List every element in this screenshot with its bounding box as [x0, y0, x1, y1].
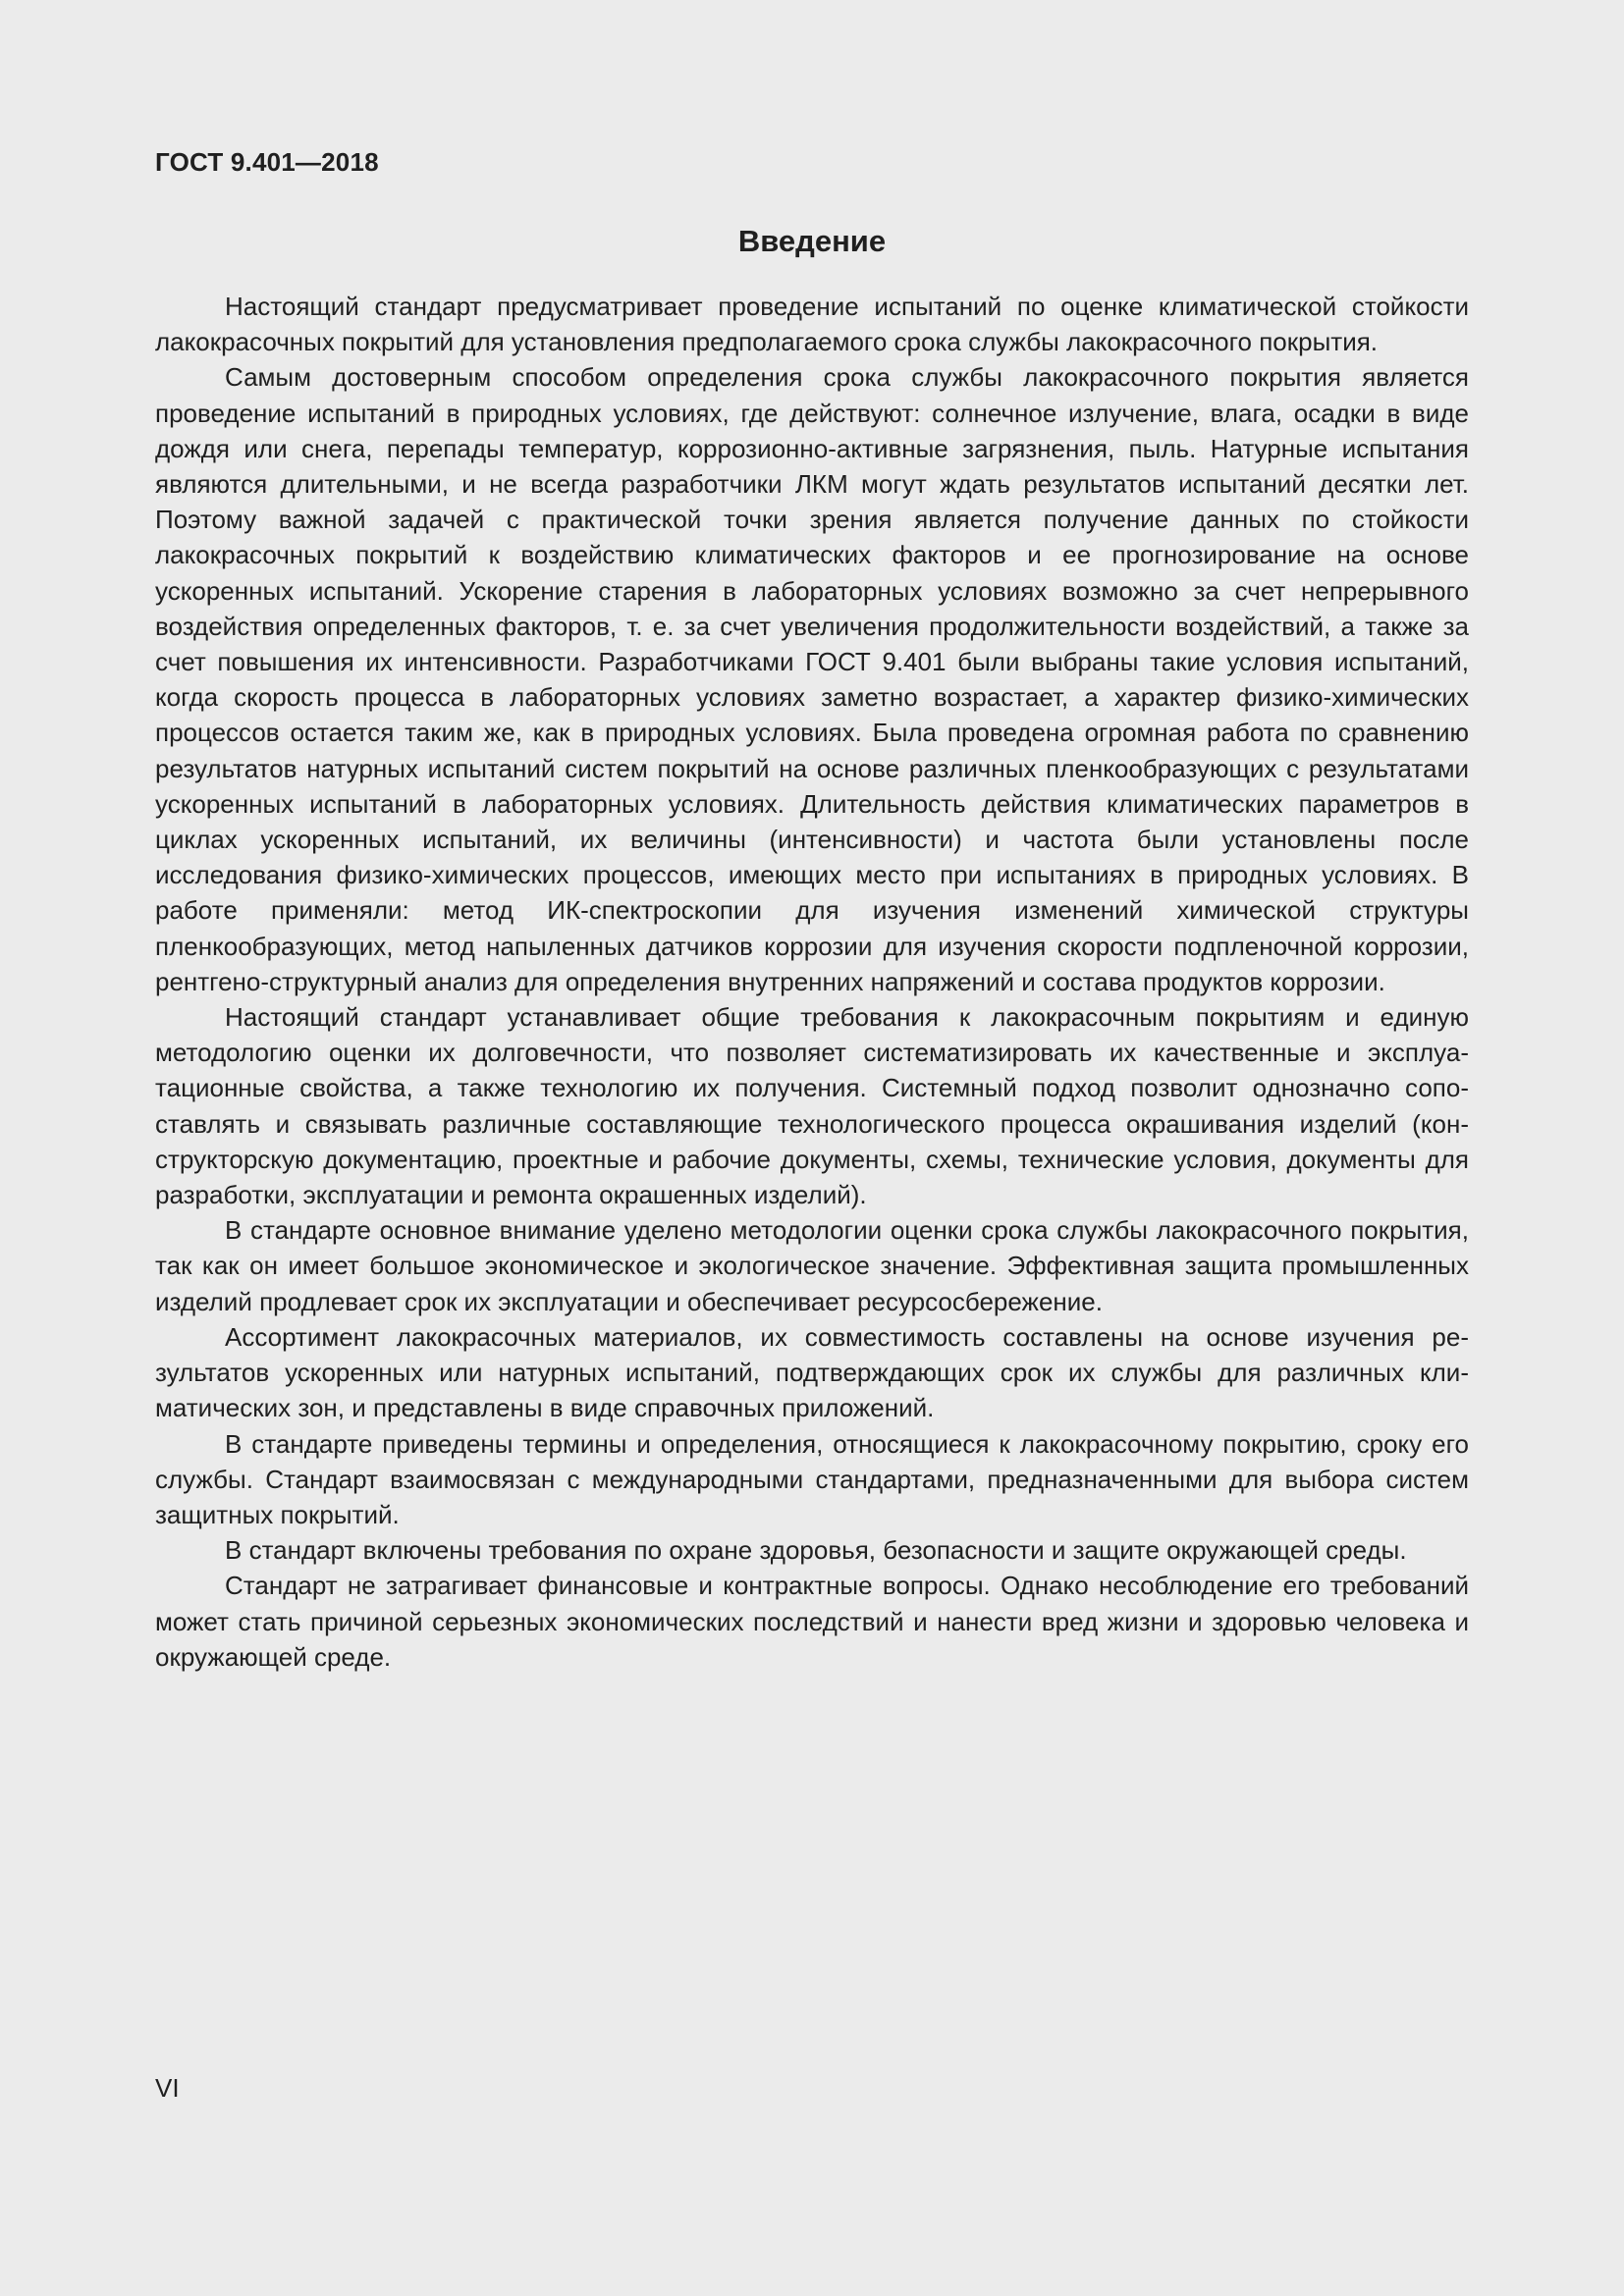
document-code: ГОСТ 9.401—2018 — [155, 147, 379, 177]
section-body — [155, 289, 1469, 1675]
paragraph: Настоящий стандарт предусматривает проведение испытаний по оценке климатической стойкости лакокрасочных покрытий для установления предполагаемого срока службы лакокрасочного покрытия. — [155, 292, 1469, 357]
page-number: VI — [155, 2073, 180, 2103]
paragraph: В стандарт включены требования по охране здоровья, безопасности и защите окружающей среды. — [225, 1535, 1407, 1566]
paragraph: В стандарте основное внимание уделено методологии оценки срока службы лакокрасочного покрытия, так как он имеет большое экономическое и экологическое значение. Эффективная защита промышленных изделий продлевает срок их эксплуатации и обеспечивает ресурсосбережение. — [155, 1215, 1469, 1316]
paragraph: Стандарт не затрагивает финансовые и контрактные вопросы. Однако несоблюдение его требований может стать причиной серьезных экономических последствий и нанести вред жизни и здоровью человека и окружающей среде. — [155, 1571, 1469, 1672]
paragraph: Настоящий стандарт устанавливает общие требования к лакокрасочным покрытиям и единую методологию оценки их долговечности, что позволяет систематизировать их качественные и эксплуатационные свойства, а также технологию их получения. Системный подход позволит однозначно сопоставлять и связывать различные составляющие технологического процесса окрашивания изделий (конструкторскую документацию, проектные и рабочие документы, схемы, технические условия, документы для разработки, эксплуатации и ремонта окрашенных изделий). — [155, 1002, 1469, 1210]
paragraph: В стандарте приведены термины и определения, относящиеся к лакокрасочному покрытию, сроку его службы. Стандарт взаимосвязан с международными стандартами, предназначенными для выбора систем защитных покрытий. — [155, 1428, 1469, 1529]
paragraph: Самым достоверным способом определения срока службы лакокрасочного покрытия является проведение испытаний в природных условиях, где действуют: солнечное излучение, влага, осадки в виде дождя или снега, перепады температур, коррозионно-активные загрязнения, пыль. Натурные испытания являются длительными, и не всегда разработчики ЛКМ могут ждать результатов испытаний десятки лет. Поэтому важной задачей с практической точки зрения является получение данных по стойкости лакокрасочных покрытий к воздействию климатических факторов и ее прогнозирование на основе ускоренных испытаний. Ускорение старения в лабораторных условиях возможно за счет непрерывного воздействия определенных факторов, т. е. за счет увеличения продолжительности воздействий, а также за счет повышения их интенсивности. Разработчиками ГОСТ 9.401 были выбраны такие условия испытаний, когда скорость процесса в лабораторных условиях заметно возрастает, а характер физико-химических процессов остается таким же, как в природных условиях. Была проведена огромная работа по сравнению результатов натурных испытаний систем покрытий на основе различных пленкообразующих с результатами ускоренных испытаний в лабораторных условиях. Длительность действия климатических параметров в циклах ускоренных испытаний, их величины (интенсивности) и частота были установлены после исследования физико-химических процессов, имеющих место при испытаниях в природных условиях. В работе применяли: метод ИК-спектроскопии для изучения изменений химической структуры пленкообразующих, метод напыленных датчиков коррозии для изучения скорости подпленочной коррозии, рентгено-структурный анализ для определения внутренних напряжений и состава продуктов коррозии. — [155, 362, 1469, 996]
paragraph: Ассортимент лакокрасочных материалов, их совместимость составлены на основе изучения результатов ускоренных или натурных испытаний, подтверждающих срок их службы для различных климатических зон, и представлены в виде справочных приложений. — [155, 1321, 1469, 1423]
section-title: Введение — [737, 224, 887, 258]
